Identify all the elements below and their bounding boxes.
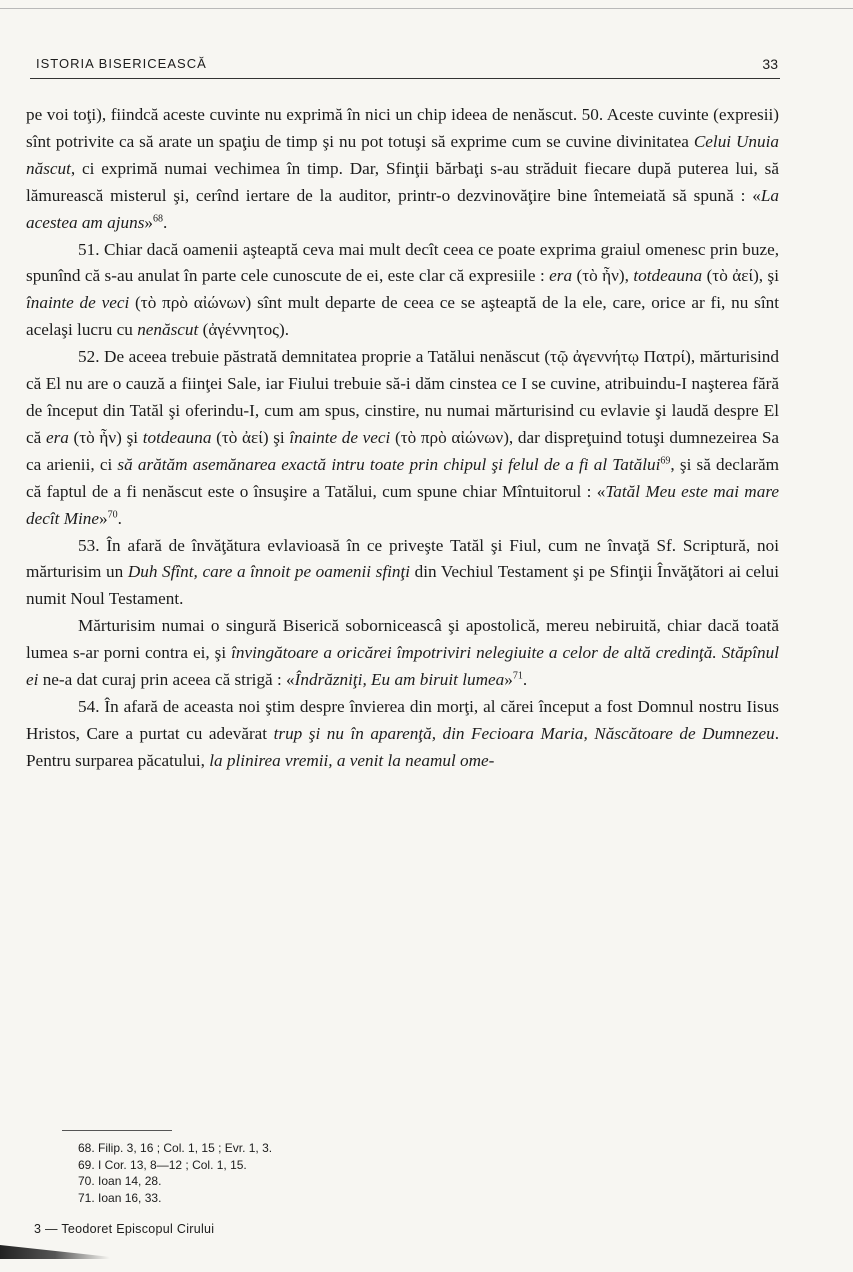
text-run: 54. În afară de aceasta noi ştim despre învierea din morţi, al cărei început a fost Domnul nostru Iisus Hristos, Care a purtat cu adevărat [26,696,779,743]
text-run: , şi să declarăm că faptul de a fi nenăscut este o însuşire a Tatălui, cum spune chiar Mîntuitorul : « [26,454,780,501]
text-run: . [522,670,528,690]
footnote-69: 69. I Cor. 13, 8—12 ; Col. 1, 15. [78,1157,247,1172]
italic-text: înainte de veci [26,293,130,313]
italic-text: la plinirea vremii, a venit la neamul ome- [209,750,495,770]
page-number: 33 [762,56,778,72]
running-head: ISTORIA BISERICEASCĂ [36,56,207,71]
text-run: din Vechiul Testament şi pe Sfinţii Învăţători ai celui numit Noul Testament. [26,562,779,609]
italic-text: Tatăl Meu este mai mare decît Mine [26,481,779,528]
text-run: (τὸ πρὸ αἰώνων), dar dispreţuind totuşi dumnezeirea Sa ca arienii, ci [26,427,780,474]
body-text [26,102,779,775]
footnotes [78,1140,678,1206]
italic-text: trup şi nu în aparenţă, din Fecioara Maria, Născătoare de Dumnezeu [273,723,775,743]
text-run: , ci exprimă numai vechimea în timp. Dar, Sfinţii bărbaţi s-au străduit fiecare după puterea lui, să lămurească misterul şi, cerînd iertare de la auditor, printr-o dezvinovăţire bine întemeiată să spună : « [26,158,779,205]
text-run: 53. În afară de învăţătura evlavioasă în ce priveşte Tatăl şi Fiul, cum ne învaţă Sf. Scriptură, noi mărturisim un [26,535,779,582]
italic-text: nenăscut [137,320,199,340]
text-run: » [144,212,153,232]
signature-line: 3 — Teodoret Episcopul Cirului [34,1222,215,1236]
italic-text: Celui Unuia născut [26,131,779,178]
footnote-ref: 68 [152,212,163,224]
footnote-ref: 71 [512,670,523,682]
footnote-ref: 70 [107,508,118,520]
paragraph [26,694,779,775]
text-run: (ἀγέννητος). [198,320,289,340]
footnote-70: 70. Ioan 14, 28. [78,1174,162,1188]
text-run: . Pentru surparea păcatului, [26,723,780,770]
italic-text: înainte de veci [289,427,391,447]
text-run: pe voi toţi), fiindcă aceste cuvinte nu exprimă în nici un chip ideea de nenăscut. 50. Aceste cuvinte (expresii) sînt potrivite ca să arate un spaţiu de timp şi nu pot totuşi să exprime cum se cuvine divinitatea [26,105,779,151]
italic-text: totdeauna [633,266,703,286]
footnote-68: 68. Filip. 3, 16 ; Col. 1, 15 ; Evr. 1, 3. [78,1141,273,1155]
paragraph [26,344,779,532]
text-run: (τὸ πρὸ αἰώνων) sînt mult departe de ceea ce se aşteaptă de la ele, care, orice ar fi, nu sînt acelaşi lucru cu [26,293,779,340]
italic-text: era [45,427,69,447]
paragraph [26,102,779,237]
text-run: (τὸ ἦν), [572,266,634,286]
text-run: 52. De aceea trebuie păstrată demnitatea proprie a Tatălui nenăscut (τῷ ἀγεννήτῳ Πατρί), mărturisind că El nu are o cauză a fiinţei Sale, iar Fiului trebuie să-i dăm cinstea ce I se cuvine, atribuindu-I naşterea fără de început din Tatăl şi oferindu-I, cum am spus, cinstire, nu numai mărturisind cu evlavie şi laudă despre El că [26,347,779,447]
header-rule [30,78,780,79]
footnote-71: 71. Ioan 16, 33. [78,1190,162,1205]
italic-text: era [549,266,573,286]
italic-text: La acestea am ajuns [26,185,779,232]
scan-shadow [0,1245,110,1259]
footnote-ref: 69 [660,455,671,467]
text-run: » [99,508,108,528]
text-run: 51. Chiar dacă oamenii aşteaptă ceva mai mult decît ceea ce poate exprima graiul omenesc prin buze, spunînd că s-au anulat în parte cele cunoscute de ei, este clar că expresiile : [26,239,779,286]
text-run: . [162,212,168,232]
text-run: (τὸ ἦν) şi [68,427,143,447]
text-run: (τὸ ἀεί) şi [211,427,290,447]
text-run: (τὸ ἀεί), şi [702,266,779,286]
footnote-separator [62,1130,172,1131]
text-run: Mărturisim numai o singură Biserică soborniceascâ şi apostolică, mereu nebiruită, chiar dacă toată lumea s-ar porni contra ei, şi [26,616,779,663]
text-run: ne-a dat curaj prin aceea că strigă : « [38,670,295,690]
paragraph [26,237,779,345]
paragraph [26,533,779,614]
scan-edge-line [0,8,853,9]
italic-text: Duh Sfînt, care a înnoit pe oamenii sfinţi [127,562,411,582]
text-run: » [504,670,513,690]
italic-text: învingătoare a oricărei împotriviri nelegiuite a celor de altă credinţă. Stăpînul ei [26,643,779,690]
text-run: . [117,508,122,528]
italic-text: să arătăm asemănarea exactă intru toate prin chipul şi felul de a fi al Tatălui [117,454,661,474]
italic-text: totdeauna [142,427,212,447]
paragraph [26,613,779,694]
italic-text: Îndrăzniţi, Eu am biruit lumea [294,670,505,690]
